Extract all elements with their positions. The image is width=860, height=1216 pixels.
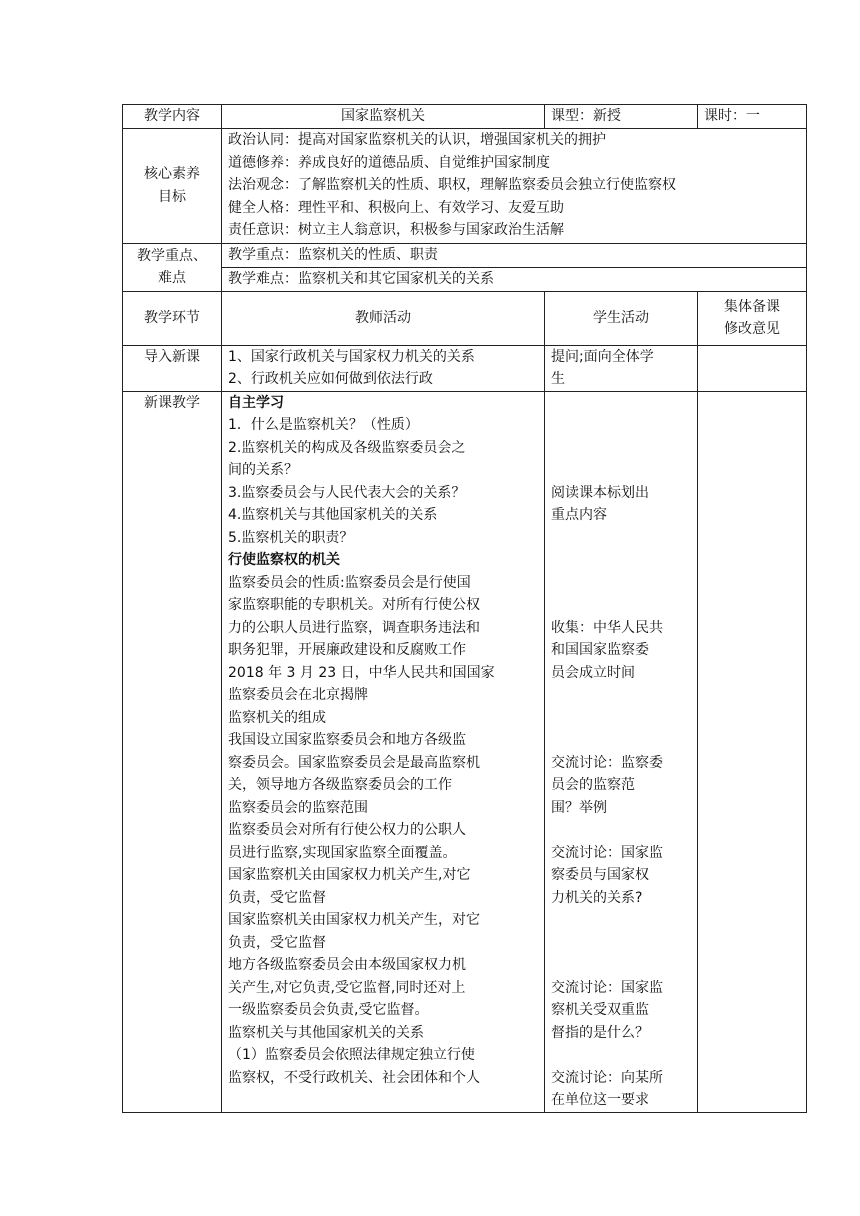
teacher-line: 2.监察机关的构成及各级监察委员会之 xyxy=(228,439,466,456)
intro-teacher-line: 1、国家行政机关与国家权力机关的关系 xyxy=(228,348,475,365)
lesson-period: 课时：一 xyxy=(698,105,807,129)
student-line: 围？举例 xyxy=(551,799,607,816)
student-line: 员会的监察范 xyxy=(551,777,635,793)
goals-label-line-1: 核心素养 xyxy=(144,166,200,182)
key-point: 教学重点：监察机关的性质、职责 xyxy=(222,243,807,267)
goal-item: 责任意识：树立主人翁意识，积极参与国家政治生活解 xyxy=(228,222,564,239)
student-line: 和国国家监察委 xyxy=(551,642,649,658)
student-line xyxy=(551,932,691,955)
teacher-line: 员进行监察,实现国家监察全面覆盖。 xyxy=(228,844,457,861)
section-heading: 行使监察权的机关 xyxy=(228,552,340,568)
teacher-line: 职务犯罪，开展廉政建设和反腐败工作 xyxy=(228,642,466,658)
new-lesson-teacher xyxy=(222,391,545,1112)
new-lesson-row xyxy=(123,391,807,1112)
teacher-line: 监察委员会对所有行使公权力的公职人 xyxy=(228,822,466,838)
student-line: 力机关的关系? xyxy=(551,889,643,906)
teacher-line: 间的关系？ xyxy=(228,462,298,478)
student-line xyxy=(551,684,691,707)
student-line: 交流讨论：向某所 xyxy=(551,1069,663,1086)
intro-student-line: 提问;面向全体学 xyxy=(551,348,654,365)
teacher-line: 5.监察机关的职责？ xyxy=(228,529,354,546)
teacher-line: 国家监察机关由国家权力机关产生，对它 xyxy=(228,912,480,928)
intro-row xyxy=(123,345,807,391)
col-notes xyxy=(698,291,807,345)
col-student: 学生活动 xyxy=(545,291,698,345)
goal-item: 道德修养：养成良好的道德品质、自觉维护国家制度 xyxy=(228,154,550,171)
student-line xyxy=(551,707,691,730)
intro-teacher-line: 2、行政机关应如何做到依法行政 xyxy=(228,371,433,387)
teacher-line: 监察委员会的性质:监察委员会是行使国 xyxy=(228,574,471,591)
teacher-line: 监察委员会在北京揭牌 xyxy=(228,687,368,703)
goals-label-line-2: 目标 xyxy=(158,188,186,205)
student-line: 察委员与国家权 xyxy=(551,867,649,883)
student-line: 收集：中华人民共 xyxy=(551,619,663,636)
lesson-plan-table xyxy=(122,104,807,1113)
student-line: 阅读课本标划出 xyxy=(551,484,649,501)
teacher-line: 监察委员会的监察范围 xyxy=(228,799,368,816)
teacher-line: 监察机关与其他国家机关的关系 xyxy=(228,1024,424,1041)
student-line xyxy=(551,1044,691,1067)
col-teacher: 教师活动 xyxy=(222,291,545,345)
teacher-line: 监察权，不受行政机关、社会团体和个人 xyxy=(228,1069,480,1086)
goal-item: 健全人格：理性平和、积极向上、有效学习、友爱互助 xyxy=(228,199,564,216)
teacher-line: 4.监察机关与其他国家机关的关系 xyxy=(228,507,438,523)
teacher-line: 家监察职能的专职机关。对所有行使公权 xyxy=(228,597,480,613)
student-line: 察机关受双重监 xyxy=(551,1002,649,1018)
student-line xyxy=(551,954,691,977)
goal-item: 法治观念：了解监察机关的性质、职权，理解监察委员会独立行使监察权 xyxy=(228,177,676,194)
student-line: 员会成立时间 xyxy=(551,664,635,681)
focus-label-line-1: 教学重点、 xyxy=(137,247,207,264)
focus-label-line-2: 难点 xyxy=(158,270,186,286)
student-line xyxy=(551,729,691,752)
teacher-line: 力的公职人员进行监察，调查职务违法和 xyxy=(228,619,480,636)
student-line: 交流讨论：国家监 xyxy=(551,979,663,996)
student-line xyxy=(551,909,691,932)
student-line: 交流讨论：监察委 xyxy=(551,754,663,771)
intro-student-line: 生 xyxy=(551,371,565,387)
col-notes-line-2: 修改意见 xyxy=(724,321,780,337)
student-line xyxy=(551,459,691,482)
student-line xyxy=(551,549,691,572)
student-line xyxy=(551,414,691,437)
goals-content xyxy=(222,128,807,243)
teacher-line: 监察机关的组成 xyxy=(228,709,326,726)
student-line xyxy=(551,527,691,550)
teacher-line: 3.监察委员会与人民代表大会的关系？ xyxy=(228,484,466,501)
new-lesson-stage: 新课教学 xyxy=(123,391,222,1112)
teacher-line: 2018 年 3 月 23 日，中华人民共和国国家 xyxy=(228,664,495,681)
column-header-row xyxy=(123,291,807,345)
teacher-line: 关产生,对它负责,受它监督,同时还对上 xyxy=(228,979,466,996)
student-line: 交流讨论：国家监 xyxy=(551,844,663,861)
lesson-type: 课型：新授 xyxy=(545,105,698,129)
teacher-line: 负责，受它监督 xyxy=(228,889,326,906)
student-line xyxy=(551,819,691,842)
student-line: 重点内容 xyxy=(551,507,607,523)
teacher-line: 我国设立国家监察委员会和地方各级监 xyxy=(228,732,466,748)
new-lesson-notes xyxy=(698,391,807,1112)
new-lesson-student xyxy=(545,391,698,1112)
content-value: 国家监察机关 xyxy=(222,105,545,129)
teacher-line: （1）监察委员会依照法律规定独立行使 xyxy=(228,1047,475,1063)
goal-item: 政治认同：提高对国家监察机关的认识，增强国家机关的拥护 xyxy=(228,132,606,149)
intro-student xyxy=(545,345,698,391)
teacher-line: 关，领导地方各级监察委员会的工作 xyxy=(228,777,452,793)
difficulty: 教学难点：监察机关和其它国家机关的关系 xyxy=(222,267,807,291)
teacher-line: 一级监察委员会负责,受它监督。 xyxy=(228,1002,429,1018)
content-label: 教学内容 xyxy=(123,105,222,129)
goals-label xyxy=(123,128,222,243)
student-line: 督指的是什么？ xyxy=(551,1024,649,1041)
col-stage: 教学环节 xyxy=(123,291,222,345)
student-line: 在单位这一要求 xyxy=(551,1092,649,1108)
teacher-line: 1．什么是监察机关？（性质） xyxy=(228,417,419,433)
student-line xyxy=(551,392,691,415)
intro-teacher xyxy=(222,345,545,391)
student-line xyxy=(551,437,691,460)
student-line xyxy=(551,594,691,617)
teacher-line: 负责，受它监督 xyxy=(228,934,326,951)
teacher-line: 国家监察机关由国家权力机关产生,对它 xyxy=(228,867,471,883)
intro-notes xyxy=(698,345,807,391)
student-line xyxy=(551,572,691,595)
focus-label xyxy=(123,243,222,291)
section-heading: 自主学习 xyxy=(228,394,284,411)
focus-row-2 xyxy=(123,267,807,291)
focus-row-1 xyxy=(123,243,807,267)
goals-row xyxy=(123,128,807,243)
teacher-line: 察委员会。国家监察委员会是最高监察机 xyxy=(228,754,480,771)
header-row xyxy=(123,105,807,129)
teacher-line: 地方各级监察委员会由本级国家权力机 xyxy=(228,957,466,973)
col-notes-line-1: 集体备课 xyxy=(724,298,780,315)
intro-stage: 导入新课 xyxy=(123,345,222,391)
